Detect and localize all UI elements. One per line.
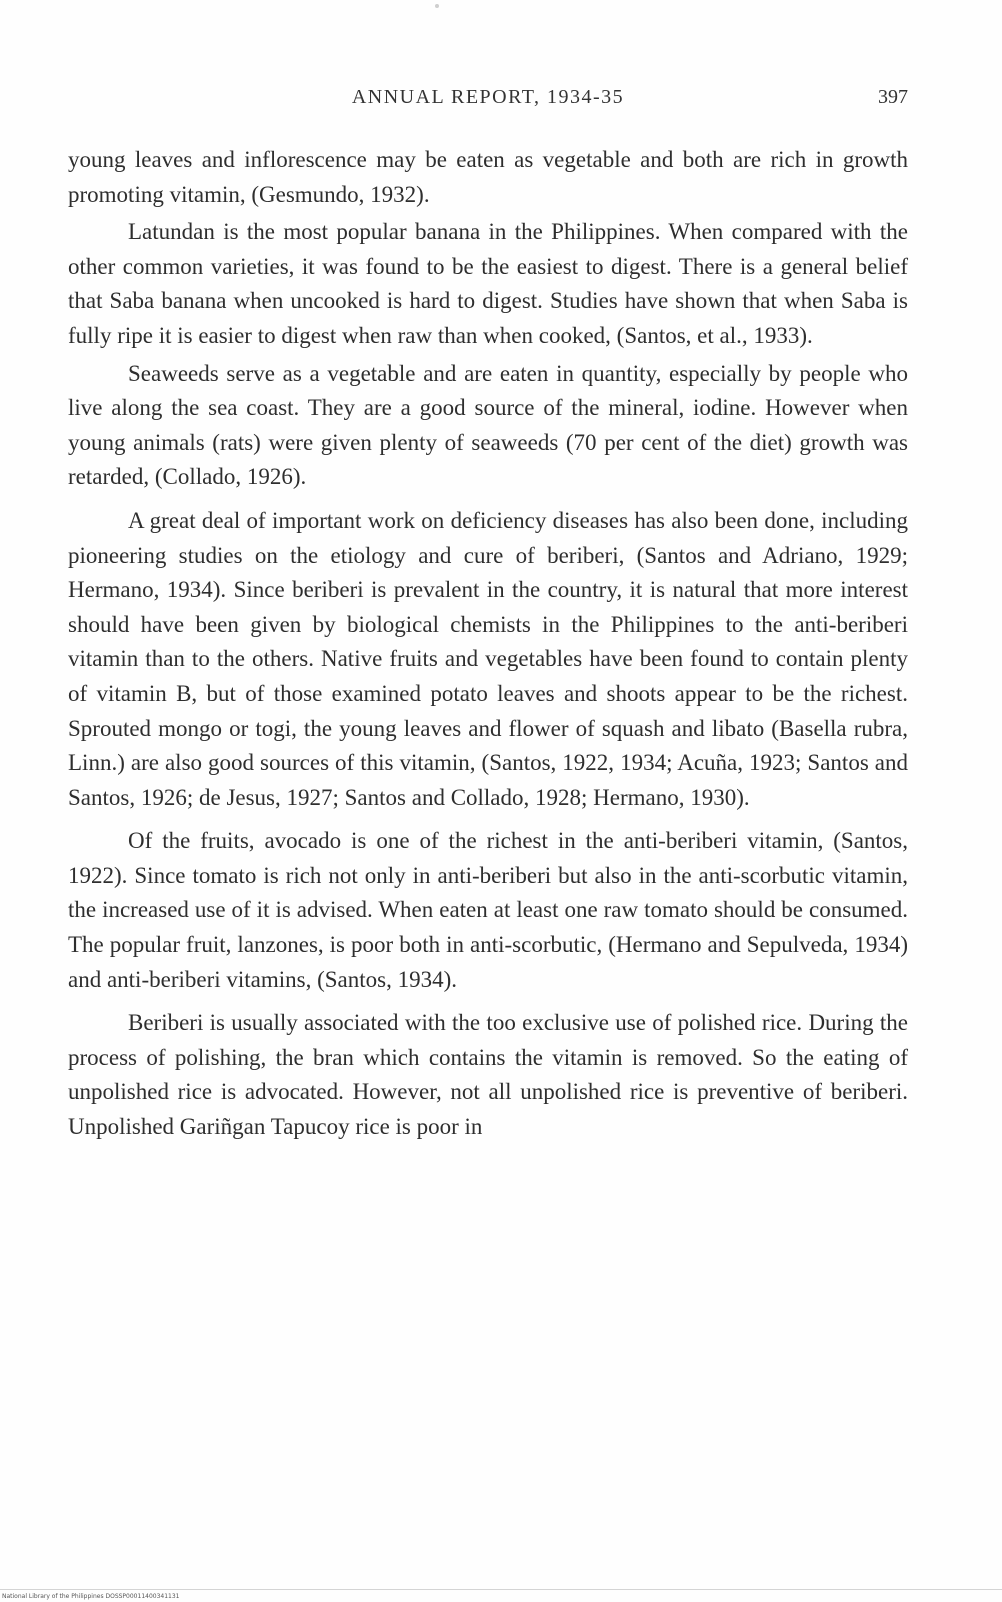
footer-source-line: National Library of the Philippines DOSSP00011400341131 bbox=[2, 1593, 180, 1600]
body-text bbox=[68, 143, 908, 1145]
paragraph-polished-rice: Beriberi is usually associated with the too exclusive use of polished rice. During the process of polishing, the bran which contains the vitamin is removed. So the eating of unpolished rice is advocated. However, not all unpolished rice is preventive of beriberi. Unpolished Gariñgan Tapucoy rice is poor in bbox=[68, 1010, 908, 1140]
page-header bbox=[68, 86, 908, 116]
scan-speck bbox=[435, 4, 439, 8]
footer-rule bbox=[0, 1589, 1002, 1590]
scan-footer bbox=[0, 1588, 1002, 1602]
running-head: ANNUAL REPORT, 1934-35 bbox=[351, 86, 625, 108]
paragraph-beriberi-studies: A great deal of important work on deficiency diseases has also been done, including pioneering studies on the etiology and cure of beriberi, (Santos and Adriano, 1929; Hermano, 1934). Since beriberi is prevalent in the country, it is natural that more interest should have been given by biological chemists in the Philippines to the anti-beriberi vitamin than to the others. Native fruits and vegetables have been found to contain plenty of vitamin B, but of those examined potato leaves and shoots appear to be the richest. Sprouted mongo or togi, the young leaves and flower of squash and libato (Basella rubra, Linn.) are also good sources of this vitamin, (Santos, 1922, 1934; Acuña, 1923; Santos and Santos, 1926; de Jesus, 1927; Santos and Collado, 1928; Hermano, 1930). bbox=[68, 507, 908, 810]
paragraph-continuation: young leaves and inflorescence may be eaten as vegetable and both are rich in growth promoting vitamin, (Gesmundo, 1932). bbox=[68, 147, 908, 207]
paragraph-latundan: Latundan is the most popular banana in the Philippines. When compared with the other common varieties, it was found to be the easiest to digest. There is a general belief that Saba banana when uncooked is hard to digest. Studies have shown that when Saba is fully ripe it is easier to digest when raw than when cooked, (Santos, et al., 1933). bbox=[68, 219, 908, 348]
page-number: 397 bbox=[878, 86, 908, 108]
paragraph-fruits: Of the fruits, avocado is one of the richest in the anti-beriberi vitamin, (Santos, 1922). Since tomato is rich not only in anti-beriberi but also in the anti-scorbutic vitamin, the increased use of it is advised. When eaten at least one raw tomato should be consumed. The popular fruit, lanzones, is poor both in anti-scorbutic, (Hermano and Sepulveda, 1934) and anti-beriberi vitamins, (Santos, 1934). bbox=[68, 828, 908, 992]
paragraph-seaweeds: Seaweeds serve as a vegetable and are eaten in quantity, especially by people who live along the sea coast. They are a good source of the mineral, iodine. However when young animals (rats) were given plenty of seaweeds (70 per cent of the diet) growth was retarded, (Collado, 1926). bbox=[68, 360, 908, 490]
